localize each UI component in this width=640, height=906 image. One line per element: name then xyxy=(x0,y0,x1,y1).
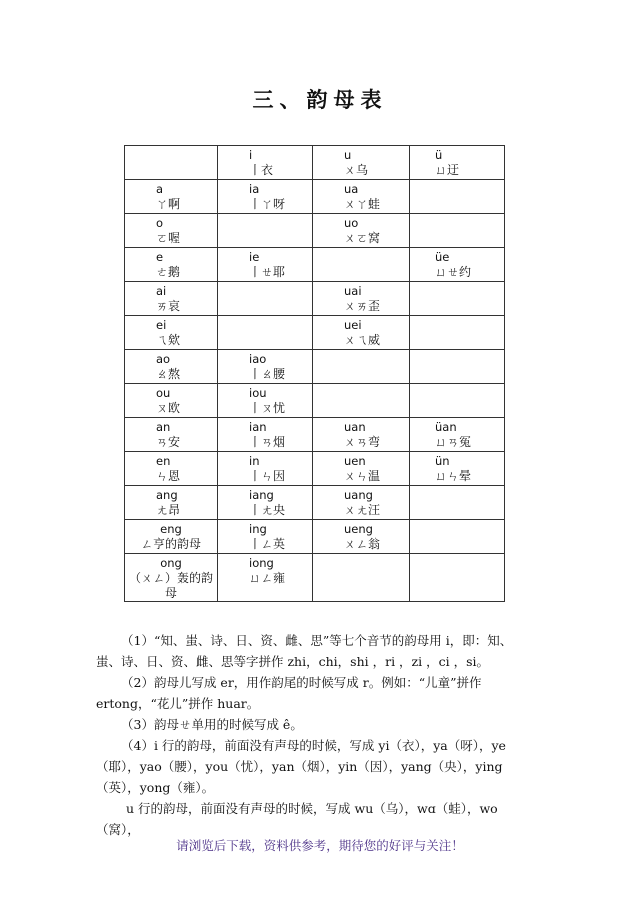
zhuyin-example: 丨ㄝ耶 xyxy=(249,265,286,279)
table-cell xyxy=(125,486,218,520)
pinyin-final: an xyxy=(156,420,171,434)
pinyin-final: iong xyxy=(249,556,274,570)
table-cell xyxy=(313,384,410,418)
zhuyin-example: ㄨㄢ弯 xyxy=(344,435,381,449)
zhuyin-example: ㄩㄣ晕 xyxy=(435,469,472,483)
table-cell xyxy=(125,384,218,418)
note-4: （4）i 行的韵母，前面没有声母的时候，写成 yi（衣），ya（呀），ye（耶），yao（腰），you（忧），yan（烟），yin（因），yang（央），ying（英），yong（雍）。 xyxy=(96,738,506,795)
zhuyin-example: 丨ㄢ烟 xyxy=(249,435,286,449)
zhuyin-example: 丨衣 xyxy=(249,163,274,177)
table-cell xyxy=(313,350,410,384)
table-cell xyxy=(410,520,505,554)
table-cell xyxy=(218,486,313,520)
table-cell xyxy=(410,486,505,520)
table-cell xyxy=(410,180,505,214)
table-cell xyxy=(313,146,410,180)
table-cell xyxy=(218,384,313,418)
table-cell xyxy=(410,384,505,418)
zhuyin-example: ㄚ啊 xyxy=(156,197,181,211)
pinyin-final: iang xyxy=(249,488,274,502)
pinyin-final: iao xyxy=(249,352,267,366)
table-cell xyxy=(218,282,313,316)
zhuyin-example: ㄨ乌 xyxy=(344,163,369,177)
pinyin-final: üan xyxy=(435,420,457,434)
table-cell xyxy=(410,248,505,282)
table-cell xyxy=(218,214,313,248)
pinyin-final: ei xyxy=(156,318,167,332)
table-cell xyxy=(125,146,218,180)
table-cell xyxy=(313,520,410,554)
table-cell xyxy=(125,350,218,384)
zhuyin-example: 丨ㄠ腰 xyxy=(249,367,286,381)
table-row xyxy=(125,350,505,384)
table-cell xyxy=(218,452,313,486)
zhuyin-example: ㄨㄣ温 xyxy=(344,469,381,483)
table-row xyxy=(125,248,505,282)
pinyin-final: ao xyxy=(156,352,171,366)
pinyin-final: e xyxy=(156,250,164,264)
pinyin-final: o xyxy=(156,216,164,230)
finals-table xyxy=(124,145,505,602)
table-cell xyxy=(313,554,410,602)
pinyin-final: i xyxy=(249,148,253,162)
pinyin-final: a xyxy=(156,182,164,196)
zhuyin-example: ㄟ欸 xyxy=(156,333,181,347)
table-cell xyxy=(125,282,218,316)
pinyin-final: in xyxy=(249,454,260,468)
zhuyin-example: 丨ㄚ呀 xyxy=(249,197,286,211)
zhuyin-example: ㄩㄝ约 xyxy=(435,265,472,279)
zhuyin-example: ㄤ昂 xyxy=(156,503,181,517)
zhuyin-example: ㄞ哀 xyxy=(156,299,181,313)
table-cell xyxy=(218,180,313,214)
table-row xyxy=(125,486,505,520)
pinyin-final: ua xyxy=(344,182,359,196)
note-4-continued: u 行的韵母，前面没有声母的时候，写成 wu（乌），wɑ（蛙），wo（窝）， xyxy=(96,801,498,837)
zhuyin-example: ㄢ安 xyxy=(156,435,181,449)
note-3: （3）韵母ㄝ单用的时候写成 ê。 xyxy=(121,717,303,732)
table-row xyxy=(125,418,505,452)
pinyin-final: ie xyxy=(249,250,260,264)
pinyin-final: uai xyxy=(344,284,362,298)
pinyin-final: en xyxy=(156,454,171,468)
table-row xyxy=(125,316,505,350)
table-cell xyxy=(125,248,218,282)
zhuyin-example: ㄩ迂 xyxy=(435,163,460,177)
table-row xyxy=(125,214,505,248)
pinyin-final: eng xyxy=(160,522,182,536)
zhuyin-example: ㄨㄚ蛙 xyxy=(344,197,381,211)
pinyin-final: ou xyxy=(156,386,171,400)
zhuyin-example: ㄡ欧 xyxy=(156,401,181,415)
pinyin-final: u xyxy=(344,148,352,162)
table-cell xyxy=(410,452,505,486)
table-cell xyxy=(313,452,410,486)
zhuyin-example: ㄨㄞ歪 xyxy=(344,299,381,313)
zhuyin-example: ㄩㄥ雍 xyxy=(249,571,286,585)
pinyin-final: ün xyxy=(435,454,450,468)
pinyin-final: uei xyxy=(344,318,362,332)
table-cell xyxy=(125,180,218,214)
zhuyin-example: ㄨㄛ窝 xyxy=(344,231,381,245)
table-cell xyxy=(218,146,313,180)
zhuyin-example: ㄩㄢ冤 xyxy=(435,435,472,449)
notes-section xyxy=(96,630,536,840)
table-cell xyxy=(125,554,218,602)
pinyin-final: ia xyxy=(249,182,260,196)
table-cell xyxy=(218,350,313,384)
table-row xyxy=(125,146,505,180)
table-cell xyxy=(410,214,505,248)
table-cell xyxy=(125,214,218,248)
pinyin-final: ian xyxy=(249,420,267,434)
pinyin-final: ong xyxy=(160,556,182,570)
pinyin-final: ueng xyxy=(344,522,373,536)
zhuyin-example: ㄨㄤ汪 xyxy=(344,503,381,517)
table-cell xyxy=(313,316,410,350)
table-cell xyxy=(218,554,313,602)
footer-notice: 请浏览后下载，资料供参考，期待您的好评与关注！ xyxy=(176,838,464,853)
table-cell xyxy=(410,554,505,602)
pinyin-final: uang xyxy=(344,488,373,502)
zhuyin-example: 丨ㄡ忧 xyxy=(249,401,286,415)
zhuyin-example: 丨ㄥ英 xyxy=(249,537,286,551)
table-cell xyxy=(313,214,410,248)
pinyin-final: üe xyxy=(435,250,450,264)
pinyin-final: iou xyxy=(249,386,267,400)
table-row xyxy=(125,452,505,486)
page-title: 三、韵母表 xyxy=(252,87,388,112)
table-cell xyxy=(218,248,313,282)
table-cell xyxy=(410,282,505,316)
zhuyin-example: ㄣ恩 xyxy=(156,469,181,483)
table-cell xyxy=(125,520,218,554)
table-cell xyxy=(410,146,505,180)
table-cell xyxy=(218,418,313,452)
pinyin-final: ü xyxy=(435,148,443,162)
table-cell xyxy=(410,418,505,452)
table-cell xyxy=(125,418,218,452)
zhuyin-example: （ㄨㄥ）轰的韵母 xyxy=(128,571,213,600)
pinyin-final: ai xyxy=(156,284,167,298)
table-cell xyxy=(218,316,313,350)
table-row xyxy=(125,384,505,418)
table-cell xyxy=(313,486,410,520)
table-cell xyxy=(410,316,505,350)
table-row xyxy=(125,282,505,316)
zhuyin-example: ㄨㄥ翁 xyxy=(344,537,381,551)
zhuyin-example: 丨ㄣ因 xyxy=(249,469,286,483)
table-cell xyxy=(313,418,410,452)
pinyin-final: uo xyxy=(344,216,359,230)
table-row xyxy=(125,554,505,602)
zhuyin-example: ㄜ鹅 xyxy=(156,265,181,279)
table-cell xyxy=(313,248,410,282)
pinyin-final: ing xyxy=(249,522,267,536)
pinyin-final: uen xyxy=(344,454,366,468)
table-cell xyxy=(125,316,218,350)
table-cell xyxy=(125,452,218,486)
zhuyin-example: ㄨㄟ威 xyxy=(344,333,381,347)
zhuyin-example: ㄠ熬 xyxy=(156,367,181,381)
table-cell xyxy=(313,180,410,214)
table-cell xyxy=(313,282,410,316)
table-row xyxy=(125,520,505,554)
table-cell xyxy=(410,350,505,384)
pinyin-final: ang xyxy=(156,488,178,502)
pinyin-final: uan xyxy=(344,420,366,434)
table-row xyxy=(125,180,505,214)
table-cell xyxy=(218,520,313,554)
zhuyin-example: 丨ㄤ央 xyxy=(249,503,286,517)
zhuyin-example: ㄥ亨的韵母 xyxy=(140,537,201,551)
note-2: （2）韵母儿写成 er，用作韵尾的时候写成 r。例如：“儿童”拼作 ertong，“花儿”拼作 huar。 xyxy=(96,675,482,711)
zhuyin-example: ㄛ喔 xyxy=(156,231,181,245)
note-1: （1）“知、蚩、诗、日、资、雌、思”等七个音节的韵母用 i，即：知、蚩、诗、日、资、雌、思等字拼作 zhi，chi，shi ，ri ，zi ，ci ，si。 xyxy=(96,633,513,669)
